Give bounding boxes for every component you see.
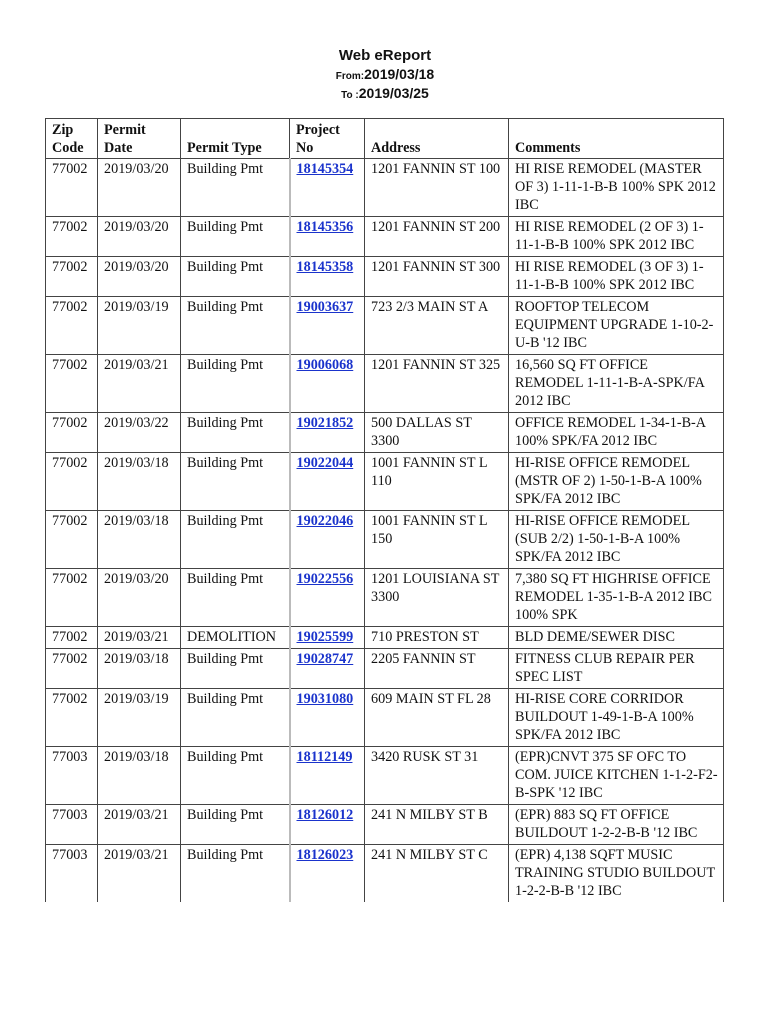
project-link[interactable]: 18126023 <box>296 847 354 863</box>
report-title: Web eReport <box>338 47 432 64</box>
project-link[interactable]: 18126012 <box>296 807 354 823</box>
from-label: From: <box>335 71 365 82</box>
permit-rows <box>46 159 724 903</box>
table-row <box>46 649 724 689</box>
permit-date-cell: 2019/03/19 <box>98 297 181 355</box>
table-row <box>46 569 724 627</box>
address-cell: 500 DALLAS ST 3300 <box>365 413 509 453</box>
permit-date-cell: 2019/03/22 <box>98 413 181 453</box>
permit-type-cell: Building Pmt <box>181 845 290 903</box>
table-row <box>46 413 724 453</box>
to-label: To : <box>341 90 359 101</box>
zip-cell: 77002 <box>46 569 98 627</box>
address-cell: 1201 LOUISIANA ST 3300 <box>365 569 509 627</box>
project-link[interactable]: 19028747 <box>296 651 354 667</box>
comments-cell: OFFICE REMODEL 1-34-1-B-A 100% SPK/FA 2012 IBC <box>509 413 724 453</box>
address-cell: 1201 FANNIN ST 200 <box>365 217 509 257</box>
comments-cell: HI-RISE OFFICE REMODEL (MSTR OF 2) 1-50-1-B-A 100% SPK/FA 2012 IBC <box>509 453 724 511</box>
table-row <box>46 747 724 805</box>
project-no-cell <box>290 297 365 355</box>
project-no-cell <box>290 217 365 257</box>
address-cell: 1001 FANNIN ST L 150 <box>365 511 509 569</box>
permit-type-cell: Building Pmt <box>181 689 290 747</box>
zip-cell: 77003 <box>46 747 98 805</box>
zip-cell: 77002 <box>46 453 98 511</box>
table-header-row <box>46 119 724 159</box>
permit-date-cell: 2019/03/21 <box>98 805 181 845</box>
permit-type-cell: Building Pmt <box>181 569 290 627</box>
project-no-cell <box>290 159 365 217</box>
address-cell: 2205 FANNIN ST <box>365 649 509 689</box>
table-row <box>46 217 724 257</box>
comments-cell: HI RISE REMODEL (3 OF 3) 1-11-1-B-B 100% SPK 2012 IBC <box>509 257 724 297</box>
project-no-cell <box>290 413 365 453</box>
table-row <box>46 453 724 511</box>
comments-cell: HI RISE REMODEL (MASTER OF 3) 1-11-1-B-B 100% SPK 2012 IBC <box>509 159 724 217</box>
address-cell: 241 N MILBY ST C <box>365 845 509 903</box>
project-link[interactable]: 19003637 <box>296 299 354 315</box>
comments-cell: 16,560 SQ FT OFFICE REMODEL 1-11-1-B-A-SPK/FA 2012 IBC <box>509 355 724 413</box>
project-link[interactable]: 18145356 <box>296 219 354 235</box>
address-cell: 609 MAIN ST FL 28 <box>365 689 509 747</box>
comments-cell: (EPR)CNVT 375 SF OFC TO COM. JUICE KITCHEN 1-1-2-F2-B-SPK '12 IBC <box>509 747 724 805</box>
col-header-type: Permit Type <box>181 119 290 159</box>
table-row <box>46 355 724 413</box>
permit-date-cell: 2019/03/20 <box>98 257 181 297</box>
zip-cell: 77003 <box>46 805 98 845</box>
project-no-cell <box>290 627 365 649</box>
permit-type-cell: Building Pmt <box>181 159 290 217</box>
table-row <box>46 845 724 903</box>
project-no-cell <box>290 355 365 413</box>
zip-cell: 77002 <box>46 217 98 257</box>
col-header-address: Address <box>365 119 509 159</box>
address-cell: 723 2/3 MAIN ST A <box>365 297 509 355</box>
zip-cell: 77002 <box>46 297 98 355</box>
permit-type-cell: Building Pmt <box>181 453 290 511</box>
comments-cell: FITNESS CLUB REPAIR PER SPEC LIST <box>509 649 724 689</box>
permit-date-cell: 2019/03/18 <box>98 649 181 689</box>
report-to-line <box>0 85 770 101</box>
project-link[interactable]: 18145354 <box>296 161 354 177</box>
comments-cell: (EPR) 883 SQ FT OFFICE BUILDOUT 1-2-2-B-B '12 IBC <box>509 805 724 845</box>
address-cell: 710 PRESTON ST <box>365 627 509 649</box>
project-no-cell <box>290 649 365 689</box>
project-link[interactable]: 19022046 <box>296 513 354 529</box>
report-from-line <box>0 66 770 82</box>
project-no-cell <box>290 511 365 569</box>
comments-cell: HI RISE REMODEL (2 OF 3) 1-11-1-B-B 100% SPK 2012 IBC <box>509 217 724 257</box>
to-date: 2019/03/25 <box>358 85 429 101</box>
project-link[interactable]: 18145358 <box>296 259 354 275</box>
comments-cell: 7,380 SQ FT HIGHRISE OFFICE REMODEL 1-35-1-B-A 2012 IBC 100% SPK <box>509 569 724 627</box>
permit-date-cell: 2019/03/20 <box>98 217 181 257</box>
project-no-cell <box>290 569 365 627</box>
project-no-cell <box>290 747 365 805</box>
permit-date-cell: 2019/03/21 <box>98 627 181 649</box>
comments-cell: (EPR) 4,138 SQFT MUSIC TRAINING STUDIO BUILDOUT 1-2-2-B-B '12 IBC <box>509 845 724 903</box>
permit-date-cell: 2019/03/20 <box>98 159 181 217</box>
zip-cell: 77002 <box>46 511 98 569</box>
col-header-comments: Comments <box>509 119 724 159</box>
project-link[interactable]: 19022044 <box>296 455 354 471</box>
comments-cell: HI-RISE CORE CORRIDOR BUILDOUT 1-49-1-B-A 100% SPK/FA 2012 IBC <box>509 689 724 747</box>
zip-cell: 77002 <box>46 689 98 747</box>
address-cell: 1001 FANNIN ST L 110 <box>365 453 509 511</box>
permit-type-cell: Building Pmt <box>181 805 290 845</box>
project-no-cell <box>290 257 365 297</box>
zip-cell: 77002 <box>46 159 98 217</box>
project-no-cell <box>290 453 365 511</box>
table-row <box>46 257 724 297</box>
col-header-zip: Zip Code <box>46 119 98 159</box>
project-link[interactable]: 19031080 <box>296 691 354 707</box>
comments-cell: HI-RISE OFFICE REMODEL (SUB 2/2) 1-50-1-B-A 100% SPK/FA 2012 IBC <box>509 511 724 569</box>
permit-type-cell: Building Pmt <box>181 217 290 257</box>
permit-type-cell: Building Pmt <box>181 257 290 297</box>
permit-type-cell: Building Pmt <box>181 355 290 413</box>
table-row <box>46 805 724 845</box>
address-cell: 3420 RUSK ST 31 <box>365 747 509 805</box>
permit-table <box>45 118 724 902</box>
table-row <box>46 511 724 569</box>
permit-date-cell: 2019/03/20 <box>98 569 181 627</box>
col-header-project: Project No <box>290 119 365 159</box>
comments-cell: BLD DEME/SEWER DISC <box>509 627 724 649</box>
address-cell: 241 N MILBY ST B <box>365 805 509 845</box>
comments-cell: ROOFTOP TELECOM EQUIPMENT UPGRADE 1-10-2-U-B '12 IBC <box>509 297 724 355</box>
permit-type-cell: Building Pmt <box>181 649 290 689</box>
project-link[interactable]: 19025599 <box>296 629 354 645</box>
permit-date-cell: 2019/03/19 <box>98 689 181 747</box>
table-row <box>46 297 724 355</box>
permit-type-cell: Building Pmt <box>181 511 290 569</box>
permit-type-cell: Building Pmt <box>181 297 290 355</box>
project-link[interactable]: 19006068 <box>296 357 354 373</box>
address-cell: 1201 FANNIN ST 325 <box>365 355 509 413</box>
zip-cell: 77002 <box>46 413 98 453</box>
permit-date-cell: 2019/03/18 <box>98 511 181 569</box>
table-row <box>46 159 724 217</box>
table-row <box>46 627 724 649</box>
project-no-cell <box>290 689 365 747</box>
permit-type-cell: Building Pmt <box>181 747 290 805</box>
zip-cell: 77003 <box>46 845 98 903</box>
address-cell: 1201 FANNIN ST 300 <box>365 257 509 297</box>
zip-cell: 77002 <box>46 649 98 689</box>
permit-date-cell: 2019/03/21 <box>98 845 181 903</box>
project-link[interactable]: 18112149 <box>296 749 353 765</box>
permit-date-cell: 2019/03/21 <box>98 355 181 413</box>
permit-date-cell: 2019/03/18 <box>98 747 181 805</box>
col-header-date: Permit Date <box>98 119 181 159</box>
zip-cell: 77002 <box>46 627 98 649</box>
table-row <box>46 689 724 747</box>
permit-type-cell: DEMOLITION <box>181 627 290 649</box>
address-cell: 1201 FANNIN ST 100 <box>365 159 509 217</box>
permit-type-cell: Building Pmt <box>181 413 290 453</box>
permit-date-cell: 2019/03/18 <box>98 453 181 511</box>
project-link[interactable]: 19022556 <box>296 571 354 587</box>
from-date: 2019/03/18 <box>364 66 435 82</box>
project-no-cell <box>290 845 365 903</box>
zip-cell: 77002 <box>46 257 98 297</box>
project-no-cell <box>290 805 365 845</box>
zip-cell: 77002 <box>46 355 98 413</box>
project-link[interactable]: 19021852 <box>296 415 354 431</box>
